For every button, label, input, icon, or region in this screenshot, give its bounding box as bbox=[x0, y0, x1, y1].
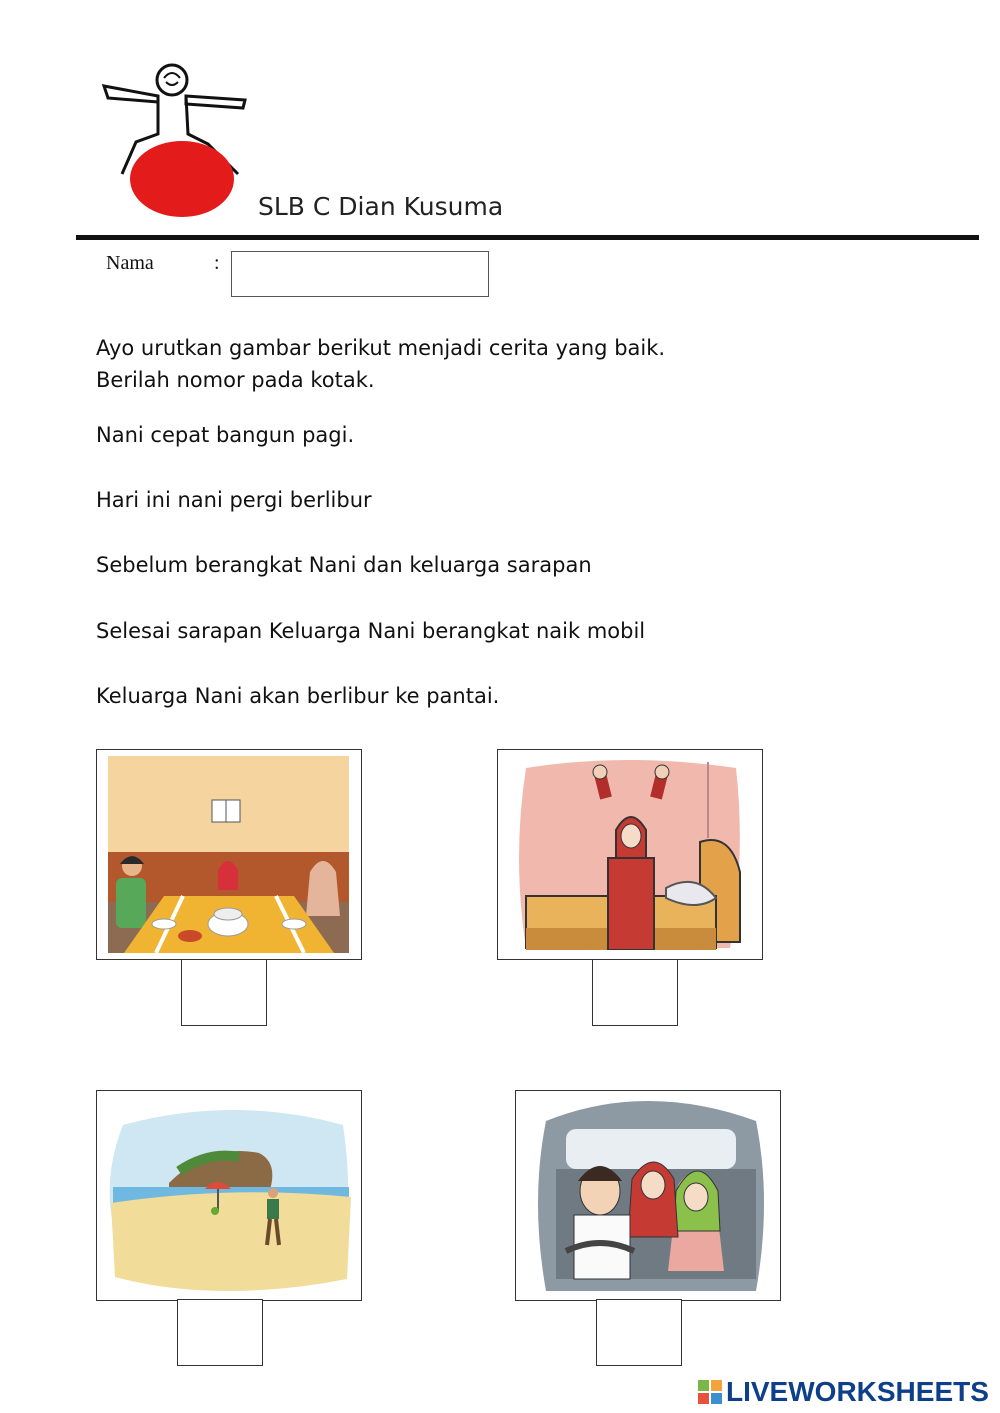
answer-box-picture-4[interactable] bbox=[596, 1299, 682, 1366]
header-divider bbox=[76, 235, 979, 240]
name-label: Nama bbox=[106, 252, 154, 274]
story-sentence: Keluarga Nani akan berlibur ke pantai. bbox=[96, 684, 500, 708]
story-sentence: Sebelum berangkat Nani dan keluarga sarapan bbox=[96, 553, 592, 577]
liveworksheets-brand: LIVEWORKSHEETS bbox=[726, 1376, 989, 1407]
picture-waking-up bbox=[497, 749, 763, 960]
name-input[interactable] bbox=[231, 251, 489, 297]
answer-box-picture-2[interactable] bbox=[592, 959, 678, 1026]
school-name: SLB C Dian Kusuma bbox=[258, 192, 504, 221]
picture-family-breakfast bbox=[96, 749, 362, 960]
liveworksheets-logo-icon bbox=[698, 1380, 722, 1404]
name-colon: : bbox=[214, 252, 220, 274]
answer-box-picture-1[interactable] bbox=[181, 959, 267, 1026]
story-sentence: Selesai sarapan Keluarga Nani berangkat naik mobil bbox=[96, 619, 646, 643]
story-sentence: Nani cepat bangun pagi. bbox=[96, 423, 355, 447]
story-sentence: Hari ini nani pergi berlibur bbox=[96, 488, 372, 512]
instruction-line-1: Ayo urutkan gambar berikut menjadi cerita yang baik. bbox=[96, 336, 666, 360]
instruction-line-2: Berilah nomor pada kotak. bbox=[96, 368, 375, 392]
picture-beach bbox=[96, 1090, 362, 1301]
school-logo bbox=[100, 62, 250, 220]
answer-box-picture-3[interactable] bbox=[177, 1299, 263, 1366]
picture-car-ride bbox=[515, 1090, 781, 1301]
